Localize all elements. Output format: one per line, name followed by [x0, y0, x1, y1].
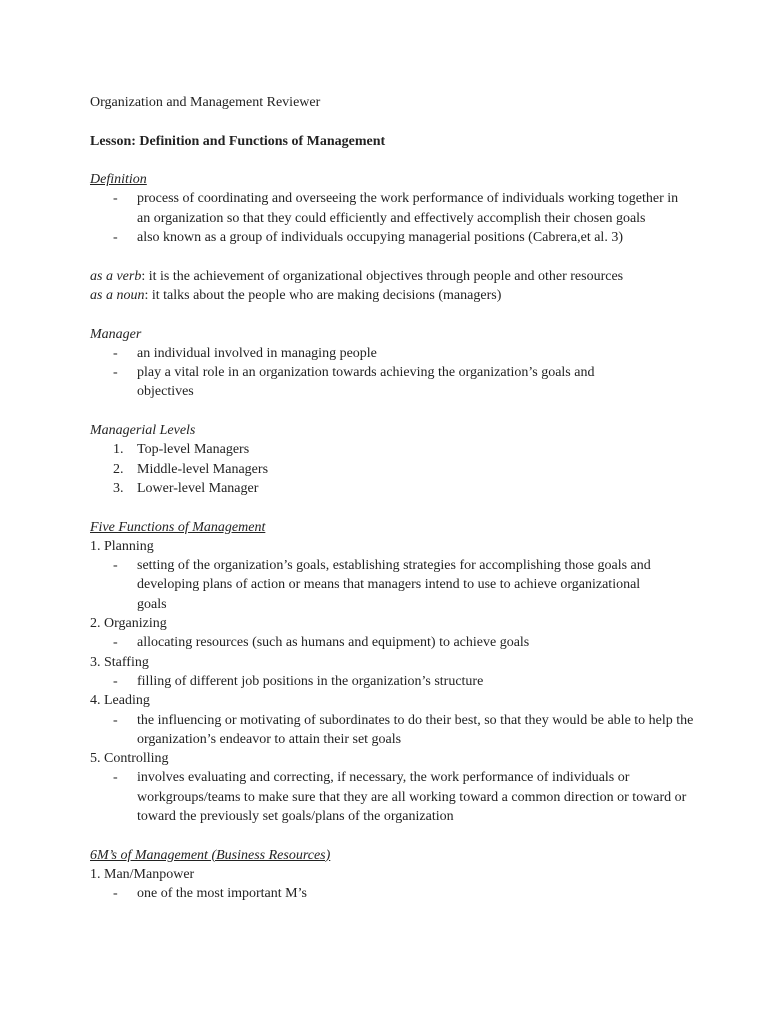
list-item: [90, 479, 690, 498]
definition-item-text: also known as a group of individuals occupying managerial positions (Cabrera,et al. 3): [137, 230, 623, 246]
noun-line: [90, 286, 690, 305]
function-title: 5. Controlling: [90, 751, 169, 767]
dash-bullet: -: [113, 770, 118, 786]
lesson-heading: Lesson: Definition and Functions of Management: [90, 133, 386, 149]
list-item: [90, 884, 690, 903]
definition-item-text: process of coordinating and overseeing the work performance of individuals working together in an organization so that they could efficiently and effectively accomplish their chosen goals: [137, 191, 679, 226]
verb-line: [90, 267, 690, 286]
list-number: 1.: [113, 442, 124, 458]
document-content: [90, 93, 694, 903]
dash-bullet: -: [113, 365, 118, 381]
function-title: 1. Planning: [90, 538, 154, 554]
function-desc: filling of different job positions in the organization’s structure: [137, 673, 484, 689]
list-item: [90, 344, 690, 363]
function-desc: the influencing or motivating of subordinates to do their best, so that they would be able to help the organization’s endeavor to attain their set goals: [137, 712, 694, 747]
noun-text: : it talks about the people who are making decisions (managers): [144, 287, 502, 303]
list-item: [90, 556, 662, 614]
function-title: 2. Organizing: [90, 616, 167, 632]
level-item-text: Lower-level Manager: [137, 480, 259, 496]
list-item: [90, 768, 727, 826]
dash-bullet: -: [113, 635, 118, 651]
dash-bullet: -: [113, 886, 118, 902]
noun-label: as a noun: [90, 287, 145, 303]
six-ms-title: 1. Man/Manpower: [90, 866, 195, 882]
function-title: 3. Staffing: [90, 654, 149, 670]
verb-text: : it is the achievement of organizational objectives through people and other resources: [141, 268, 624, 284]
dash-bullet: -: [113, 191, 118, 207]
manager-item-text: play a vital role in an organization towards achieving the organization’s goals and objectives: [137, 365, 595, 400]
list-number: 3.: [113, 480, 124, 496]
list-item: [90, 711, 727, 750]
function-desc: allocating resources (such as humans and equipment) to achieve goals: [137, 635, 530, 651]
dash-bullet: -: [113, 230, 118, 246]
list-item: [90, 460, 690, 479]
levels-heading: Managerial Levels: [90, 423, 196, 439]
list-item: [90, 440, 690, 459]
manager-item-text: an individual involved in managing people: [137, 345, 377, 361]
function-desc: setting of the organization’s goals, establishing strategies for accomplishing those goals and developing plans of action or means that managers intend to use to achieve organizational goals: [137, 558, 651, 612]
level-item-text: Middle-level Managers: [137, 461, 269, 477]
function-desc: involves evaluating and correcting, if necessary, the work performance of individuals or workgroups/teams to make sure that they are all working toward a common direction or toward or toward the previously set goals/plans of the organization: [137, 770, 687, 824]
document-title: Organization and Management Reviewer: [90, 95, 321, 110]
list-item: [90, 189, 690, 228]
list-item: [90, 363, 647, 402]
level-item-text: Top-level Managers: [137, 442, 250, 458]
list-item: [90, 228, 690, 247]
dash-bullet: -: [113, 558, 118, 574]
dash-bullet: -: [113, 673, 118, 689]
verb-label: as a verb: [90, 268, 142, 284]
list-item: [90, 672, 690, 691]
manager-heading: Manager: [90, 326, 142, 342]
six-ms-desc: one of the most important M’s: [137, 886, 307, 902]
definition-heading: Definition: [90, 172, 147, 188]
six-ms-heading: 6M’s of Management (Business Resources): [90, 847, 331, 863]
list-number: 2.: [113, 461, 124, 477]
dash-bullet: -: [113, 712, 118, 728]
functions-heading: Five Functions of Management: [90, 519, 266, 535]
list-item: [90, 633, 690, 652]
function-title: 4. Leading: [90, 693, 150, 709]
dash-bullet: -: [113, 345, 118, 361]
